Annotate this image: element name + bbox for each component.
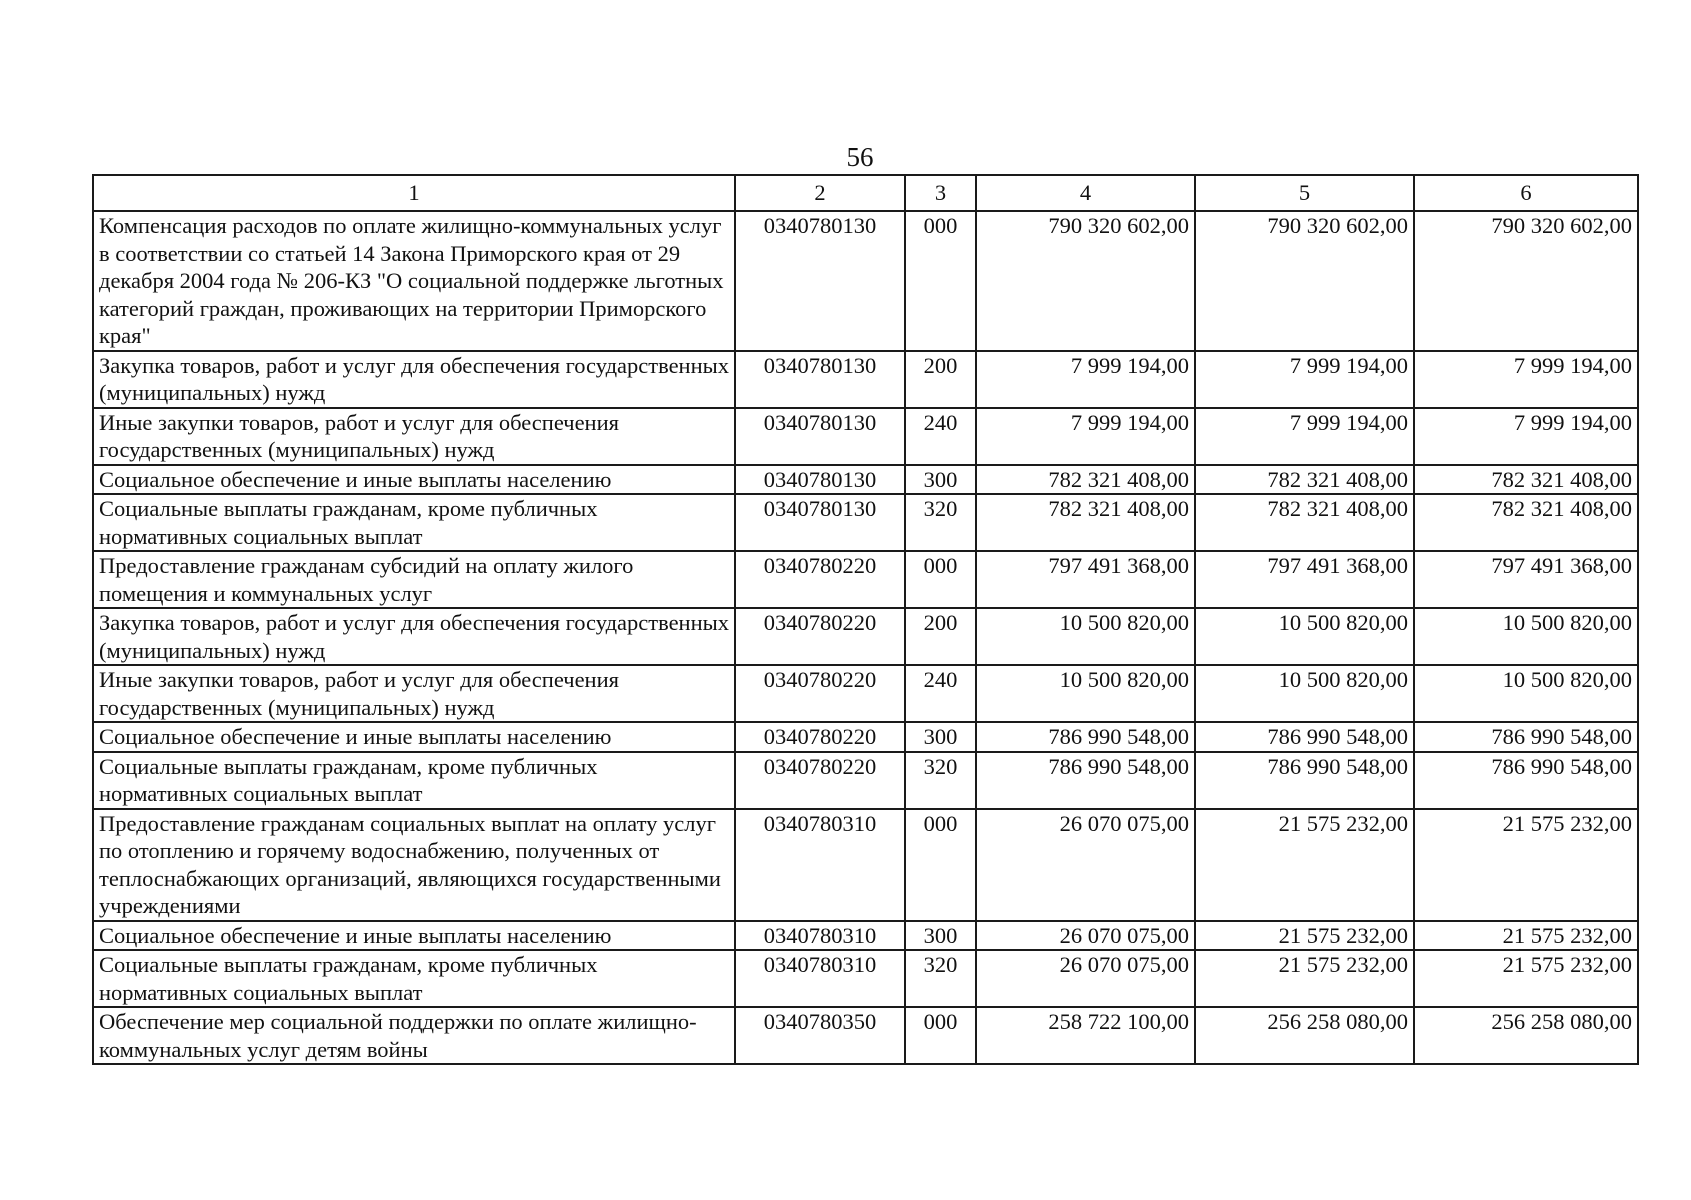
table-row [93,551,1638,608]
table-header-row [93,175,1638,211]
table-row [93,211,1638,351]
column-header-6: 6 [1414,175,1638,211]
row-kind: 320 [905,752,976,809]
row-name: Социальные выплаты гражданам, кроме публичных нормативных социальных выплат [93,494,735,551]
row-code: 0340780130 [735,465,905,495]
column-header-4: 4 [976,175,1195,211]
row-kind: 300 [905,465,976,495]
table-row [93,351,1638,408]
budget-table [92,174,1639,1065]
row-kind: 240 [905,665,976,722]
row-amount-5: 797 491 368,00 [1195,551,1414,608]
row-code: 0340780130 [735,351,905,408]
row-amount-4: 782 321 408,00 [976,494,1195,551]
table-row [93,408,1638,465]
row-name: Обеспечение мер социальной поддержки по оплате жилищно-коммунальных услуг детям войны [93,1007,735,1064]
row-amount-4: 26 070 075,00 [976,809,1195,921]
row-code: 0340780350 [735,1007,905,1064]
table-row [93,752,1638,809]
row-amount-6: 7 999 194,00 [1414,351,1638,408]
row-amount-6: 21 575 232,00 [1414,809,1638,921]
table-row [93,465,1638,495]
row-amount-4: 10 500 820,00 [976,665,1195,722]
row-amount-6: 782 321 408,00 [1414,494,1638,551]
row-amount-4: 790 320 602,00 [976,211,1195,351]
column-header-2: 2 [735,175,905,211]
table-row [93,950,1638,1007]
row-amount-6: 782 321 408,00 [1414,465,1638,495]
row-amount-4: 10 500 820,00 [976,608,1195,665]
row-amount-5: 790 320 602,00 [1195,211,1414,351]
row-amount-5: 782 321 408,00 [1195,494,1414,551]
row-amount-5: 786 990 548,00 [1195,752,1414,809]
row-amount-6: 7 999 194,00 [1414,408,1638,465]
row-amount-4: 797 491 368,00 [976,551,1195,608]
row-name: Компенсация расходов по оплате жилищно-коммунальных услуг в соответствии со статьей 14 Закона Приморского края от 29 декабря 2004 года № 206-КЗ "О социальной поддержке льготных категорий граждан, проживающих на территории Приморского края" [93,211,735,351]
row-name: Иные закупки товаров, работ и услуг для обеспечения государственных (муниципальных) нужд [93,408,735,465]
row-amount-6: 786 990 548,00 [1414,752,1638,809]
row-kind: 300 [905,722,976,752]
row-amount-5: 21 575 232,00 [1195,809,1414,921]
row-code: 0340780130 [735,211,905,351]
row-kind: 000 [905,1007,976,1064]
row-code: 0340780130 [735,408,905,465]
row-amount-6: 21 575 232,00 [1414,921,1638,951]
row-name: Предоставление гражданам социальных выплат на оплату услуг по отоплению и горячему водоснабжению, полученных от теплоснабжающих организаций, являющихся государственными учреждениями [93,809,735,921]
row-name: Закупка товаров, работ и услуг для обеспечения государственных (муниципальных) нужд [93,351,735,408]
row-amount-5: 10 500 820,00 [1195,665,1414,722]
row-name: Иные закупки товаров, работ и услуг для обеспечения государственных (муниципальных) нужд [93,665,735,722]
row-amount-5: 7 999 194,00 [1195,351,1414,408]
column-header-5: 5 [1195,175,1414,211]
row-code: 0340780130 [735,494,905,551]
row-amount-6: 786 990 548,00 [1414,722,1638,752]
row-code: 0340780220 [735,608,905,665]
column-header-3: 3 [905,175,976,211]
row-amount-4: 26 070 075,00 [976,950,1195,1007]
table-row [93,608,1638,665]
row-kind: 320 [905,950,976,1007]
table-row [93,722,1638,752]
table-row [93,665,1638,722]
row-code: 0340780220 [735,752,905,809]
row-amount-4: 786 990 548,00 [976,722,1195,752]
row-amount-5: 7 999 194,00 [1195,408,1414,465]
row-kind: 000 [905,809,976,921]
row-amount-4: 258 722 100,00 [976,1007,1195,1064]
row-amount-6: 21 575 232,00 [1414,950,1638,1007]
row-amount-4: 7 999 194,00 [976,351,1195,408]
row-amount-5: 786 990 548,00 [1195,722,1414,752]
row-kind: 300 [905,921,976,951]
row-amount-6: 790 320 602,00 [1414,211,1638,351]
row-amount-4: 786 990 548,00 [976,752,1195,809]
row-name: Социальные выплаты гражданам, кроме публичных нормативных социальных выплат [93,950,735,1007]
page-number: 56 [846,142,874,172]
row-kind: 000 [905,211,976,351]
row-amount-5: 10 500 820,00 [1195,608,1414,665]
row-kind: 240 [905,408,976,465]
row-code: 0340780310 [735,921,905,951]
table-row [93,494,1638,551]
row-code: 0340780220 [735,551,905,608]
table-row [93,921,1638,951]
row-amount-6: 256 258 080,00 [1414,1007,1638,1064]
row-kind: 200 [905,608,976,665]
row-name: Социальное обеспечение и иные выплаты населению [93,465,735,495]
row-code: 0340780310 [735,950,905,1007]
row-amount-4: 7 999 194,00 [976,408,1195,465]
row-kind: 200 [905,351,976,408]
row-code: 0340780310 [735,809,905,921]
row-name: Предоставление гражданам субсидий на оплату жилого помещения и коммунальных услуг [93,551,735,608]
row-name: Социальные выплаты гражданам, кроме публичных нормативных социальных выплат [93,752,735,809]
table-row [93,809,1638,921]
row-code: 0340780220 [735,722,905,752]
table-row [93,1007,1638,1064]
row-amount-6: 10 500 820,00 [1414,665,1638,722]
row-name: Закупка товаров, работ и услуг для обеспечения государственных (муниципальных) нужд [93,608,735,665]
row-amount-5: 21 575 232,00 [1195,921,1414,951]
row-amount-4: 782 321 408,00 [976,465,1195,495]
row-amount-6: 797 491 368,00 [1414,551,1638,608]
row-amount-6: 10 500 820,00 [1414,608,1638,665]
row-code: 0340780220 [735,665,905,722]
row-name: Социальное обеспечение и иные выплаты населению [93,722,735,752]
row-amount-5: 256 258 080,00 [1195,1007,1414,1064]
column-header-1: 1 [93,175,735,211]
row-amount-5: 21 575 232,00 [1195,950,1414,1007]
row-name: Социальное обеспечение и иные выплаты населению [93,921,735,951]
row-kind: 320 [905,494,976,551]
row-kind: 000 [905,551,976,608]
row-amount-5: 782 321 408,00 [1195,465,1414,495]
row-amount-4: 26 070 075,00 [976,921,1195,951]
